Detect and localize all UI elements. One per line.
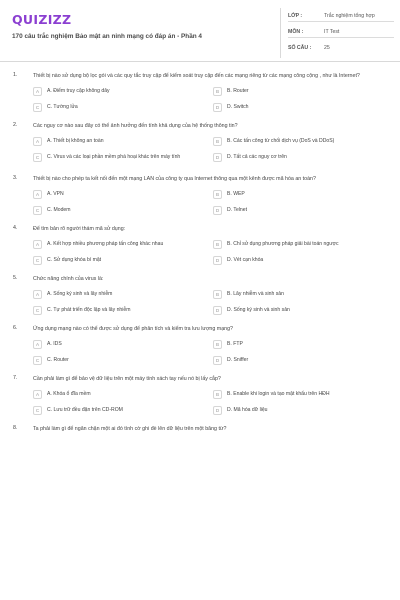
question-text: Các nguy cơ nào sau đây có thể ảnh hưởng đến tính khả dụng của hệ thống thông tin? [33, 123, 238, 129]
meta-label: LỚP : [288, 13, 303, 19]
option-letter-box: A [33, 390, 42, 399]
option-text: B. Các tấn công từ chối dịch vụ (DoS và DDoS) [227, 138, 335, 144]
answer-option-c[interactable] [33, 153, 213, 163]
question-number: 5. [13, 275, 18, 281]
option-letter-box: D [213, 103, 222, 112]
question-item [0, 225, 400, 266]
question-text: Chức năng chính của virus là: [33, 276, 104, 282]
question-text: Cần phải làm gì để bảo vệ dữ liệu trên một máy tính xách tay nếu nó bị lấy cắp? [33, 376, 221, 382]
option-text: C. Tường lửa [47, 104, 78, 110]
answer-option-a[interactable] [33, 340, 213, 350]
option-letter-box: B [213, 290, 222, 299]
option-letter-box: B [213, 87, 222, 96]
answer-option-c[interactable] [33, 406, 213, 416]
question-text: Thiết bị nào cho phép ta kết nối đến một mạng LAN của công ty qua Internet thông qua một kênh được mã hóa an toàn? [33, 176, 316, 182]
option-text: C. Virus và các loại phần mềm phá hoại khác trên máy tính [47, 154, 181, 160]
question-list [0, 72, 400, 443]
option-letter-box: C [33, 306, 42, 315]
option-letter-box: D [213, 153, 222, 162]
answer-option-c[interactable] [33, 356, 213, 366]
page-title: 170 câu trắc nghiệm Bảo mật an ninh mạng có đáp án - Phần 4 [12, 33, 202, 40]
question-item [0, 425, 400, 434]
option-letter-box: A [33, 240, 42, 249]
option-text: A. Thiết bị không an toàn [47, 138, 104, 144]
meta-value: Trắc nghiệm tổng hợp [324, 13, 375, 19]
answer-option-d[interactable] [213, 356, 388, 366]
answer-option-b[interactable] [213, 290, 388, 300]
answer-option-a[interactable] [33, 390, 213, 400]
option-text: B. Lây nhiễm và sinh sản [227, 291, 284, 297]
option-text: D. Sniffer [227, 357, 249, 363]
option-letter-box: D [213, 256, 222, 265]
meta-divider [288, 37, 394, 38]
option-text: C. Modem [47, 207, 71, 213]
question-number: 6. [13, 325, 18, 331]
answer-option-a[interactable] [33, 87, 213, 97]
option-letter-box: D [213, 406, 222, 415]
option-letter-box: B [213, 190, 222, 199]
option-text: D. Switch [227, 104, 249, 110]
option-letter-box: B [213, 137, 222, 146]
meta-label: MÔN : [288, 29, 304, 35]
answer-option-d[interactable] [213, 256, 388, 266]
question-text: Ta phải làm gì để ngăn chặn một ai đó tình cờ ghi đè lên dữ liệu trên một băng từ? [33, 426, 227, 432]
option-text: D. Sống ký sinh và sinh sản [227, 307, 290, 313]
option-letter-box: A [33, 340, 42, 349]
answer-options [33, 190, 388, 216]
question-number: 2. [13, 122, 18, 128]
option-text: D. Vét cạn khóa [227, 257, 264, 263]
answer-option-b[interactable] [213, 240, 388, 250]
question-item [0, 72, 400, 113]
question-text: Ứng dụng mạng nào có thể được sử dụng để phân tích và kiểm tra lưu lượng mạng? [33, 326, 233, 332]
answer-options [33, 87, 388, 113]
answer-options [33, 240, 388, 266]
question-item [0, 175, 400, 216]
option-text: C. Router [47, 357, 69, 363]
option-text: C. Sử dụng khóa bí mật [47, 257, 102, 263]
option-letter-box: C [33, 206, 42, 215]
option-text: B. WEP [227, 191, 245, 197]
option-text: D. Tất cả các nguy cơ trên [227, 154, 287, 160]
question-number: 4. [13, 225, 18, 231]
question-number: 7. [13, 375, 18, 381]
answer-options [33, 390, 388, 416]
option-text: B. FTP [227, 341, 243, 347]
option-text: B. Enable khi login và tạo mật khẩu trên HĐH [227, 391, 330, 397]
meta-row-class [288, 9, 396, 21]
option-text: D. Telnet [227, 207, 248, 213]
answer-options [33, 290, 388, 316]
option-text: A. Điểm truy cập không dây [47, 88, 110, 94]
meta-row-count [288, 41, 396, 53]
meta-label: SỐ CÂU : [288, 45, 312, 51]
question-number: 1. [13, 72, 18, 78]
option-text: C. Tự phát triển độc lập và lây nhiễm [47, 307, 131, 313]
answer-option-d[interactable] [213, 406, 388, 416]
option-text: D. Mã hóa dữ liệu [227, 407, 268, 413]
answer-option-d[interactable] [213, 206, 388, 216]
question-number: 3. [13, 175, 18, 181]
option-letter-box: C [33, 256, 42, 265]
answer-option-b[interactable] [213, 340, 388, 350]
option-text: C. Lưu trữ đều đặn trên CD-ROM [47, 407, 123, 413]
question-item [0, 122, 400, 163]
option-letter-box: C [33, 356, 42, 365]
question-number: 8. [13, 425, 18, 431]
option-text: B. Router [227, 88, 249, 94]
option-letter-box: D [213, 306, 222, 315]
option-letter-box: A [33, 290, 42, 299]
question-text: Để tìm bản rõ người thám mã sử dụng: [33, 226, 126, 232]
option-letter-box: D [213, 206, 222, 215]
answer-option-b[interactable] [213, 87, 388, 97]
answer-option-a[interactable] [33, 290, 213, 300]
quizizz-logo: QUIZIZZ [12, 12, 72, 27]
answer-option-d[interactable] [213, 103, 388, 113]
option-text: B. Chỉ sử dụng phương pháp giải bài toán ngược [227, 241, 339, 247]
option-letter-box: C [33, 406, 42, 415]
answer-option-d[interactable] [213, 306, 388, 316]
option-letter-box: B [213, 240, 222, 249]
option-letter-box: C [33, 153, 42, 162]
answer-option-b[interactable] [213, 390, 388, 400]
answer-option-d[interactable] [213, 153, 388, 163]
answer-option-a[interactable] [33, 190, 213, 200]
question-text: Thiết bị nào sử dụng bộ lọc gói và các quy tắc truy cập để kiểm soát truy cập đến các mạng riêng từ các mạng công cộng , như là Internet? [33, 73, 360, 79]
question-item [0, 325, 400, 366]
question-item [0, 375, 400, 416]
answer-option-c[interactable] [33, 206, 213, 216]
answer-option-a[interactable] [33, 137, 213, 147]
answer-option-a[interactable] [33, 240, 213, 250]
option-letter-box: C [33, 103, 42, 112]
answer-options [33, 137, 388, 163]
option-letter-box: A [33, 190, 42, 199]
option-text: A. IDS [47, 341, 62, 347]
option-text: A. Khóa ổ đĩa mềm [47, 391, 91, 397]
question-item [0, 275, 400, 316]
answer-option-b[interactable] [213, 137, 388, 147]
option-letter-box: D [213, 356, 222, 365]
answer-options [33, 340, 388, 366]
option-text: A. VPN [47, 191, 64, 197]
worksheet-header [0, 0, 400, 62]
option-text: A. Sống ký sinh và lây nhiễm [47, 291, 113, 297]
option-letter-box: B [213, 340, 222, 349]
option-text: A. Kết hợp nhiều phương pháp tấn công khác nhau [47, 241, 164, 247]
answer-option-c[interactable] [33, 256, 213, 266]
option-letter-box: A [33, 137, 42, 146]
meta-row-subject [288, 25, 396, 37]
answer-option-c[interactable] [33, 103, 213, 113]
option-letter-box: A [33, 87, 42, 96]
meta-divider [288, 21, 394, 22]
answer-option-b[interactable] [213, 190, 388, 200]
header-divider [280, 8, 281, 58]
meta-value: IT Test [324, 29, 340, 35]
option-letter-box: B [213, 390, 222, 399]
answer-option-c[interactable] [33, 306, 213, 316]
meta-value: 25 [324, 45, 330, 51]
